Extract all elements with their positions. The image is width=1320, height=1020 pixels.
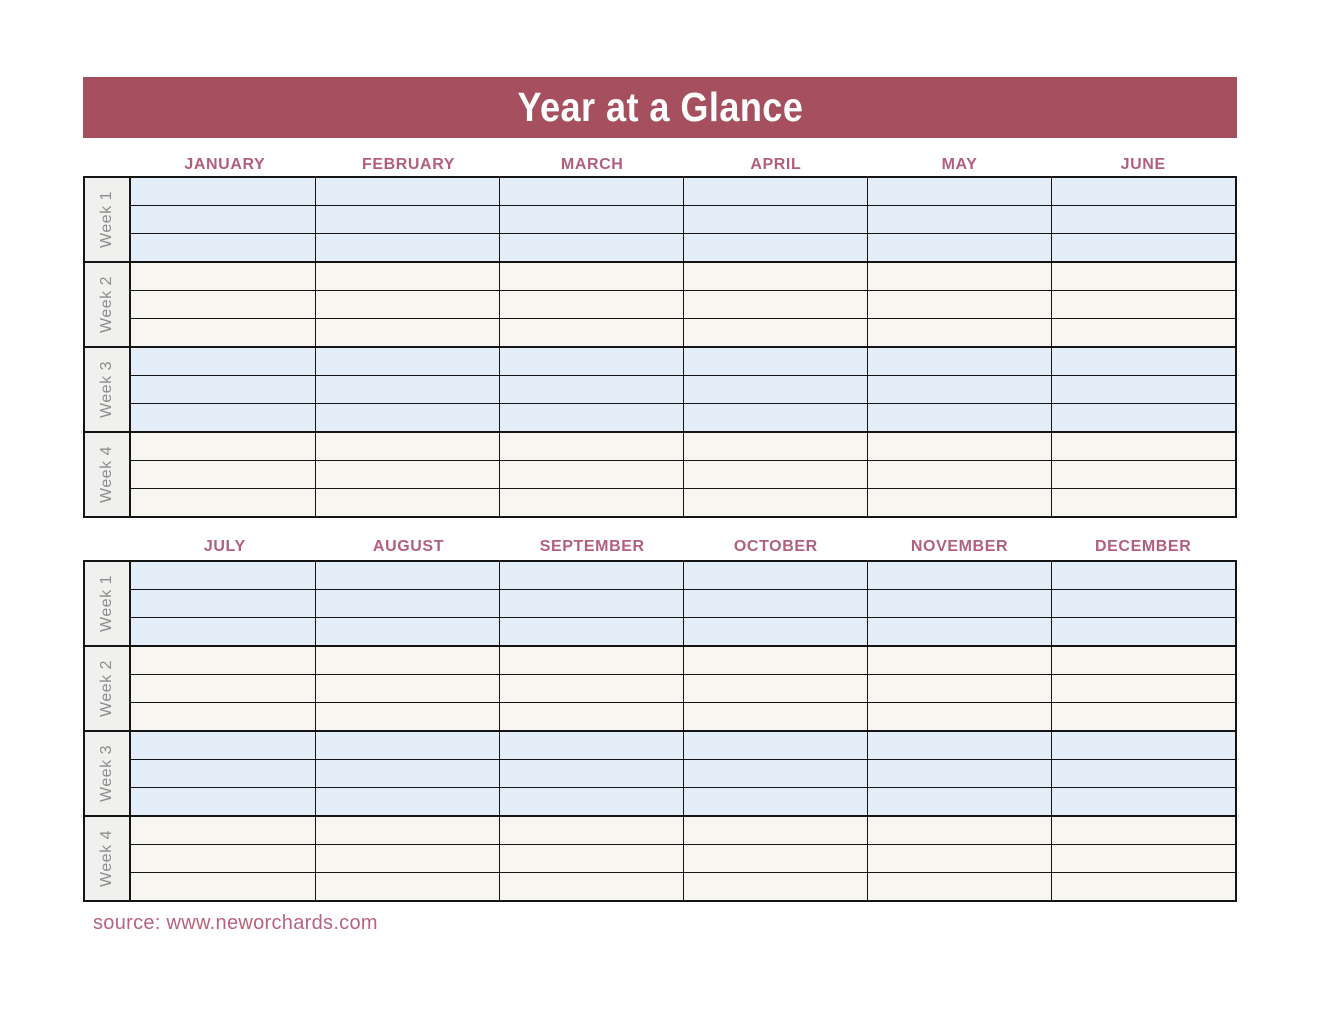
calendar-cell: [683, 489, 867, 516]
month-label-july: JULY: [203, 538, 246, 555]
calendar-cell: [315, 348, 499, 375]
calendar-cell: [499, 376, 683, 403]
week-label-1: [85, 562, 131, 645]
week-row: [131, 589, 1235, 617]
calendar-cell: [315, 732, 499, 759]
calendar-cell: [499, 348, 683, 375]
week-row: [131, 178, 1235, 205]
calendar-cell: [131, 206, 315, 233]
week-label-text: Week 4: [98, 830, 115, 887]
calendar-cell: [867, 461, 1051, 488]
week-rows: [131, 817, 1235, 900]
calendar-cell: [683, 178, 867, 205]
calendar-cell: [683, 404, 867, 431]
week-rows: [131, 732, 1235, 815]
week-row: [131, 375, 1235, 403]
calendar-cell: [683, 433, 867, 460]
calendar-cell: [499, 788, 683, 815]
week-label-text: Week 4: [98, 446, 115, 503]
calendar-cell: [867, 291, 1051, 318]
week-row: [131, 318, 1235, 346]
calendar-cell: [683, 590, 867, 617]
calendar-cell: [683, 703, 867, 730]
week-label-4: [85, 433, 131, 516]
calendar-cell: [867, 562, 1051, 589]
calendar-cell: [1051, 845, 1235, 872]
week-label-3: [85, 732, 131, 815]
calendar-cell: [683, 206, 867, 233]
calendar-cell: [315, 760, 499, 787]
calendar-cell: [131, 234, 315, 261]
week-row: [131, 488, 1235, 516]
week-row: [131, 460, 1235, 488]
week-row: [131, 562, 1235, 589]
calendar-cell: [131, 647, 315, 674]
calendar-cell: [1051, 206, 1235, 233]
calendar-cell: [315, 263, 499, 290]
calendar-cell: [1051, 263, 1235, 290]
week-row: [131, 263, 1235, 290]
calendar-cell: [499, 291, 683, 318]
calendar-cell: [1051, 461, 1235, 488]
calendar-cell: [683, 817, 867, 844]
calendar-cell: [315, 234, 499, 261]
calendar-cell: [867, 433, 1051, 460]
calendar-cell: [131, 618, 315, 645]
calendar-cell: [1051, 433, 1235, 460]
week-block-1: [85, 178, 1235, 261]
calendar-cell: [315, 703, 499, 730]
calendar-cell: [131, 817, 315, 844]
calendar-cell: [315, 562, 499, 589]
week-row: [131, 732, 1235, 759]
calendar-cell: [1051, 178, 1235, 205]
calendar-cell: [683, 647, 867, 674]
month-label-may: MAY: [941, 156, 978, 173]
calendar-cell: [315, 675, 499, 702]
month-label-october: OCTOBER: [733, 538, 818, 555]
calendar-cell: [867, 873, 1051, 900]
calendar-cell: [131, 562, 315, 589]
calendar-cell: [131, 703, 315, 730]
calendar-cell: [499, 319, 683, 346]
calendar-cell: [131, 376, 315, 403]
source-note: source: www.neworchards.com: [93, 912, 378, 934]
calendar-cell: [1051, 590, 1235, 617]
week-label-4: [85, 817, 131, 900]
week-row: [131, 674, 1235, 702]
week-block-1: [85, 562, 1235, 645]
calendar-cell: [315, 873, 499, 900]
calendar-cell: [683, 291, 867, 318]
calendar-cell: [131, 788, 315, 815]
calendar-cell: [131, 348, 315, 375]
week-block-3: [85, 730, 1235, 815]
calendar-cell: [499, 703, 683, 730]
week-label-text: Week 3: [98, 361, 115, 418]
calendar-cell: [1051, 817, 1235, 844]
calendar-cell: [499, 263, 683, 290]
calendar-cell: [131, 590, 315, 617]
calendar-cell: [499, 732, 683, 759]
first-half-section: [83, 138, 1237, 518]
month-label-november: NOVEMBER: [910, 538, 1009, 555]
calendar-cell: [131, 461, 315, 488]
calendar-cell: [683, 319, 867, 346]
week-rows: [131, 562, 1235, 645]
calendar-cell: [1051, 562, 1235, 589]
calendar-cell: [1051, 234, 1235, 261]
calendar-cell: [683, 461, 867, 488]
week-row: [131, 817, 1235, 844]
week-row: [131, 702, 1235, 730]
calendar-cell: [315, 291, 499, 318]
calendar-cell: [499, 562, 683, 589]
calendar-cell: [131, 760, 315, 787]
calendar-cell: [867, 376, 1051, 403]
calendar-cell: [131, 404, 315, 431]
calendar-cell: [1051, 732, 1235, 759]
calendar-cell: [683, 732, 867, 759]
calendar-cell: [1051, 404, 1235, 431]
calendar-cell: [131, 489, 315, 516]
month-label-august: AUGUST: [372, 538, 445, 555]
calendar-grid: [83, 560, 1237, 902]
calendar-cell: [867, 618, 1051, 645]
calendar-cell: [315, 590, 499, 617]
calendar-cell: [315, 376, 499, 403]
month-label-september: SEPTEMBER: [539, 538, 645, 555]
month-label-january: JANUARY: [184, 156, 266, 173]
calendar-cell: [1051, 675, 1235, 702]
calendar-cell: [1051, 489, 1235, 516]
month-label-february: FEBRUARY: [361, 156, 456, 173]
calendar-cell: [867, 263, 1051, 290]
calendar-cell: [683, 760, 867, 787]
week-row: [131, 403, 1235, 431]
week-row: [131, 233, 1235, 261]
calendar-cell: [683, 562, 867, 589]
calendar-cell: [867, 234, 1051, 261]
calendar-cell: [867, 647, 1051, 674]
week-row: [131, 647, 1235, 674]
calendar-cell: [683, 348, 867, 375]
calendar-cell: [499, 404, 683, 431]
calendar-cell: [499, 206, 683, 233]
week-label-text: Week 2: [98, 276, 115, 333]
calendar-cell: [1051, 376, 1235, 403]
calendar-cell: [1051, 348, 1235, 375]
calendar-cell: [499, 873, 683, 900]
calendar-cell: [315, 618, 499, 645]
week-label-2: [85, 263, 131, 346]
calendar-cell: [315, 461, 499, 488]
calendar-cell: [131, 675, 315, 702]
calendar-cell: [683, 788, 867, 815]
week-label-text: Week 3: [98, 745, 115, 802]
title-banner: [83, 77, 1237, 138]
calendar-cell: [683, 873, 867, 900]
calendar-cell: [867, 348, 1051, 375]
calendar-cell: [1051, 647, 1235, 674]
calendar-cell: [867, 178, 1051, 205]
week-rows: [131, 433, 1235, 516]
week-label-text: Week 1: [98, 191, 115, 248]
week-label-text: Week 1: [98, 575, 115, 632]
month-label-april: APRIL: [750, 156, 802, 173]
calendar-cell: [867, 590, 1051, 617]
week-row: [131, 433, 1235, 460]
calendar-cell: [499, 845, 683, 872]
month-label-december: DECEMBER: [1095, 538, 1192, 555]
week-rows: [131, 647, 1235, 730]
week-rows: [131, 263, 1235, 346]
week-row: [131, 872, 1235, 900]
calendar-cell: [131, 732, 315, 759]
week-block-3: [85, 346, 1235, 431]
calendar-cell: [315, 845, 499, 872]
calendar-cell: [131, 873, 315, 900]
calendar-cell: [683, 234, 867, 261]
calendar-cell: [131, 433, 315, 460]
calendar-cell: [683, 675, 867, 702]
calendar-cell: [315, 647, 499, 674]
calendar-cell: [499, 760, 683, 787]
month-label-march: MARCH: [560, 156, 624, 173]
week-row: [131, 290, 1235, 318]
calendar-cell: [1051, 873, 1235, 900]
calendar-cell: [131, 291, 315, 318]
calendar-cell: [683, 376, 867, 403]
calendar-cell: [867, 206, 1051, 233]
calendar-cell: [1051, 291, 1235, 318]
calendar-cell: [131, 263, 315, 290]
calendar-cell: [131, 845, 315, 872]
calendar-cell: [1051, 618, 1235, 645]
week-label-2: [85, 647, 131, 730]
week-row: [131, 617, 1235, 645]
calendar-cell: [1051, 319, 1235, 346]
calendar-cell: [499, 590, 683, 617]
calendar-cell: [867, 489, 1051, 516]
week-rows: [131, 348, 1235, 431]
calendar-cell: [683, 263, 867, 290]
calendar-cell: [315, 404, 499, 431]
page-title: Year at a Glance: [517, 84, 803, 130]
calendar-cell: [867, 760, 1051, 787]
week-block-2: [85, 261, 1235, 346]
calendar-cell: [131, 319, 315, 346]
week-block-4: [85, 815, 1235, 900]
week-block-4: [85, 431, 1235, 516]
week-row: [131, 787, 1235, 815]
calendar-cell: [867, 845, 1051, 872]
calendar-cell: [315, 319, 499, 346]
calendar-cell: [867, 675, 1051, 702]
calendar-cell: [315, 206, 499, 233]
calendar-cell: [499, 461, 683, 488]
calendar-cell: [499, 234, 683, 261]
calendar-cell: [315, 788, 499, 815]
month-header-row: [83, 518, 1237, 560]
calendar-cell: [499, 178, 683, 205]
calendar-cell: [867, 732, 1051, 759]
week-row: [131, 205, 1235, 233]
calendar-cell: [1051, 760, 1235, 787]
week-label-1: [85, 178, 131, 261]
week-label-text: Week 2: [98, 660, 115, 717]
calendar-cell: [315, 817, 499, 844]
month-header-row: [83, 138, 1237, 176]
week-row: [131, 844, 1235, 872]
calendar-cell: [315, 178, 499, 205]
calendar-cell: [499, 647, 683, 674]
calendar-cell: [867, 788, 1051, 815]
calendar-cell: [499, 675, 683, 702]
calendar-cell: [499, 618, 683, 645]
calendar-cell: [499, 433, 683, 460]
week-block-2: [85, 645, 1235, 730]
month-label-june: JUNE: [1120, 156, 1166, 173]
calendar-cell: [1051, 703, 1235, 730]
second-half-section: [83, 518, 1237, 902]
week-rows: [131, 178, 1235, 261]
calendar-cell: [867, 319, 1051, 346]
calendar-cell: [131, 178, 315, 205]
calendar-cell: [867, 404, 1051, 431]
calendar-cell: [867, 817, 1051, 844]
week-label-3: [85, 348, 131, 431]
calendar-cell: [683, 845, 867, 872]
calendar-cell: [499, 489, 683, 516]
calendar-cell: [315, 489, 499, 516]
week-row: [131, 759, 1235, 787]
calendar-cell: [683, 618, 867, 645]
calendar-cell: [1051, 788, 1235, 815]
calendar-grid: [83, 176, 1237, 518]
calendar-cell: [867, 703, 1051, 730]
week-row: [131, 348, 1235, 375]
calendar-cell: [315, 433, 499, 460]
calendar-cell: [499, 817, 683, 844]
